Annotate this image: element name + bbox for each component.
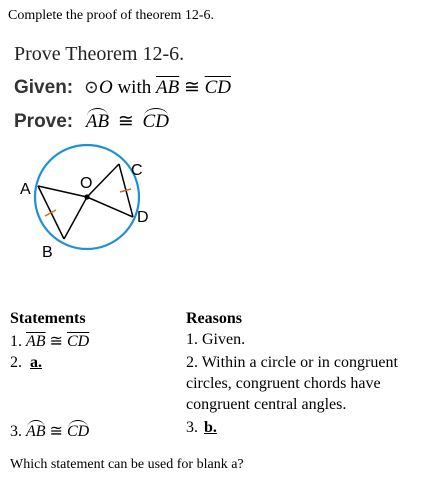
statement-2 xyxy=(10,354,44,372)
reason-3 xyxy=(186,419,219,437)
instruction-text: Complete the proof of theorem 12-6. xyxy=(8,8,215,23)
radius-ob xyxy=(64,197,87,239)
given-line xyxy=(14,76,231,99)
statements-header: Statements xyxy=(10,310,86,327)
reason-2-line-3: congruent central angles. xyxy=(186,396,347,413)
statement-1-segment-cd: $\overline{CD}$ xyxy=(66,333,90,350)
statement-1 xyxy=(10,331,89,351)
label-d: D xyxy=(137,209,149,226)
given-segment-cd: $\overline{CD}$ xyxy=(204,77,232,98)
congruent-symbol: ≅ xyxy=(49,423,63,440)
prove-arc-ab: AB xyxy=(85,111,110,132)
prove-arc-cd: CD xyxy=(142,111,169,132)
given-with-text: with xyxy=(117,77,152,98)
circle-diagram xyxy=(0,140,200,270)
reason-3-number: 3. xyxy=(186,419,198,436)
label-o: O xyxy=(80,175,93,192)
question-text: Which statement can be used for blank a? xyxy=(10,457,244,472)
statement-1-segment-ab: $\overline{AB}$ xyxy=(26,333,46,350)
center-point-o xyxy=(84,194,89,199)
reasons-header: Reasons xyxy=(186,310,243,327)
reason-1: 1. Given. xyxy=(186,331,246,348)
statement-2-number: 2. xyxy=(10,354,22,371)
congruent-symbol: ≅ xyxy=(117,111,134,132)
label-c: C xyxy=(131,162,143,179)
given-segment-ab: $\overline{AB}$ xyxy=(155,77,180,98)
circle-name: O xyxy=(98,77,113,98)
statement-1-number: 1. xyxy=(10,333,22,350)
reason-2-line-1: 2. Within a circle or in congruent xyxy=(186,354,398,371)
theorem-title: Prove Theorem 12-6. xyxy=(14,43,185,65)
given-label: Given: xyxy=(14,77,74,98)
blank-a: a. xyxy=(30,354,42,371)
label-b: B xyxy=(42,244,53,261)
statement-3-arc-cd: CD xyxy=(66,423,90,440)
statement-3-arc-ab: AB xyxy=(26,423,46,440)
prove-label: Prove: xyxy=(14,111,74,132)
circle-symbol: ⊙ xyxy=(83,77,99,97)
congruent-symbol: ≅ xyxy=(183,77,200,98)
label-a: A xyxy=(20,181,31,198)
statement-3 xyxy=(10,421,89,441)
reason-2-line-2: circles, congruent chords have xyxy=(186,375,381,392)
blank-b: b. xyxy=(204,419,217,436)
statement-3-number: 3. xyxy=(10,423,22,440)
prove-line xyxy=(14,110,169,133)
congruent-symbol: ≅ xyxy=(49,333,63,350)
radius-od xyxy=(87,197,133,217)
